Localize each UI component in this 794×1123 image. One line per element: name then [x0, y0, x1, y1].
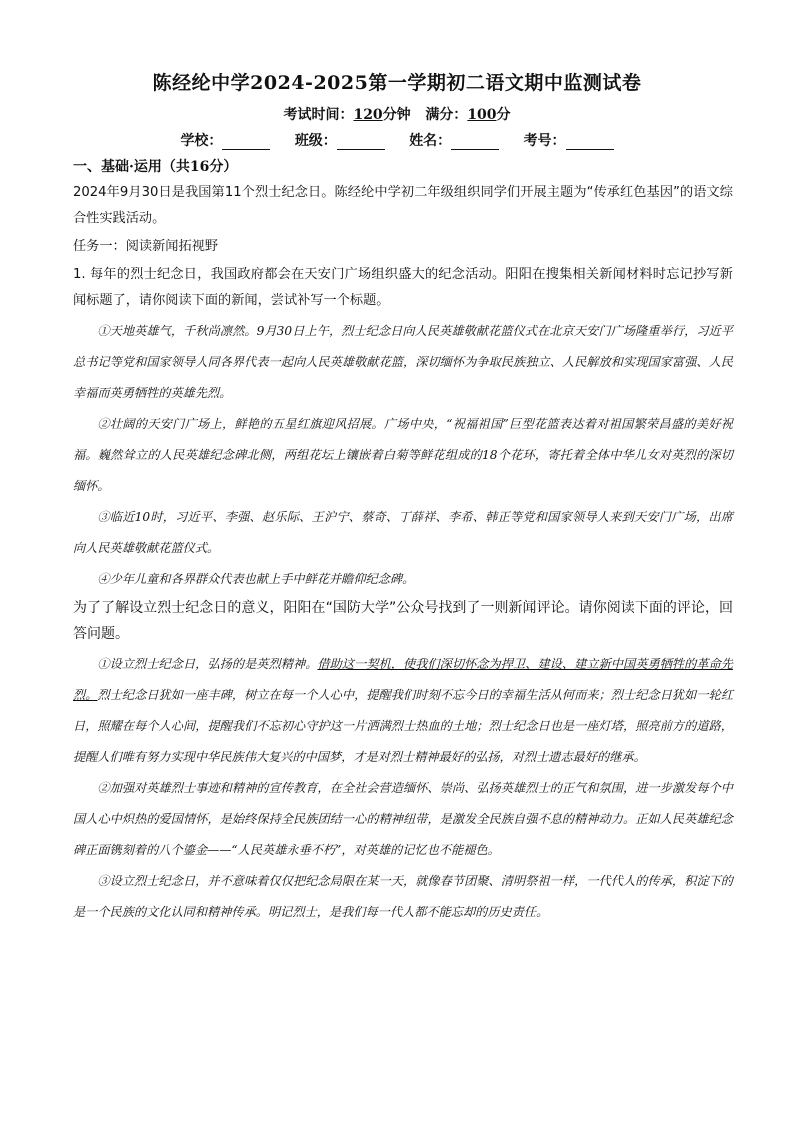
news-passage	[73, 316, 733, 595]
question-1: 1. 每年的烈士纪念日，我国政府都会在天安门广场组织盛大的纪念活动。阳阳在搜集相关新闻材料时忘记抄写新闻标题了，请你阅读下面的新闻，尝试补写一个标题。	[73, 267, 733, 308]
news-paragraph: ④少年儿童和各界群众代表也献上手中鲜花并瞻仰纪念碑。	[97, 572, 415, 586]
section-intro: 2024年9月30日是我国第11个烈士纪念日。陈经纶中学初二年级组织同学们开展主题为“传承红色基因”的语文综合性实践活动。	[73, 185, 733, 226]
number-label: 考号：	[523, 133, 566, 149]
comment-paragraph	[73, 649, 733, 773]
number-blank[interactable]	[566, 149, 614, 150]
exam-content	[73, 152, 733, 928]
name-blank[interactable]	[451, 149, 499, 150]
comment-paragraph	[73, 866, 733, 928]
exam-meta-time-score	[0, 104, 794, 124]
section-heading: 一、基础·运用（共16分）	[73, 159, 238, 175]
comment-paragraph	[73, 773, 733, 866]
time-unit: 分钟	[382, 107, 411, 123]
comment-text: 烈士纪念日犹如一座丰碑，树立在每一个人心中，提醒我们时刻不忘今日的幸福生活从何而来；烈士纪念日犹如一轮红日，照耀在每个人心间，提醒我们不忘初心守护这一片洒满烈士热血的土地；烈士纪念日也是一座灯塔，照亮前方的道路，提醒人们唯有努力实现中华民族伟大复兴的中国梦，才是对烈士精神最好的弘扬，对烈士遗志最好的继承。	[73, 688, 734, 764]
question-2-intro: 为了了解设立烈士纪念日的意义，阳阳在“国防大学”公众号找到了一则新闻评论。请你阅读下面的评论，回答问题。	[73, 600, 733, 642]
name-label: 姓名：	[409, 133, 452, 149]
score-label: 满分：	[425, 107, 468, 123]
task-heading: 任务一：阅读新闻拓视野	[73, 239, 219, 254]
school-label: 学校：	[180, 133, 223, 149]
class-label: 班级：	[294, 133, 337, 149]
time-value: 120	[353, 107, 383, 123]
news-paragraph: ③临近10时，习近平、李强、赵乐际、王沪宁、蔡奇、丁薛祥、李希、韩正等党和国家领导人来到天安门广场，出席向人民英雄敬献花篮仪式。	[73, 510, 733, 555]
time-label: 考试时间：	[283, 107, 354, 123]
comment-underlined-sentence: 借助这一契机，使我们深切怀念为捍卫、建设、建立新中国英勇牺牲的革命先烈。	[73, 657, 733, 702]
score-unit: 分	[496, 107, 511, 123]
comment-text: ②加强对英雄烈士事迹和精神的宣传教育，在全社会营造缅怀、崇尚、弘扬英雄烈士的正气和氛围，进一步激发每个中国人心中炽热的爱国情怀，是始终保持全民族团结一心的精神纽带，是激发全民族自强不息的精神动力。正如人民英雄纪念碑正面镌刻着的八个鎏金——“人民英雄永垂不朽”，对英雄的记忆也不能褪色。	[73, 781, 733, 857]
comment-passage	[73, 649, 733, 928]
comment-text: ③设立烈士纪念日，并不意味着仅仅把纪念局限在某一天，就像春节团聚、清明祭祖一样，一代代人的传承，积淀下的是一个民族的文化认同和精神传承。明记烈士，是我们每一代人都不能忘却的历史责任。	[73, 874, 733, 919]
exam-meta-student-info	[0, 130, 794, 150]
news-paragraph: ①天地英雄气，千秋尚凛然。9月30日上午，烈士纪念日向人民英雄敬献花篮仪式在北京天安门广场隆重举行，习近平总书记等党和国家领导人同各界代表一起向人民英雄敬献花篮，深切缅怀为争取民族独立、人民解放和实现国家富强、人民幸福而英勇牺牲的英雄先烈。	[73, 324, 733, 400]
news-paragraph: ②壮阔的天安门广场上，鲜艳的五星红旗迎风招展。广场中央，“祝福祖国”巨型花篮表达着对祖国繁荣昌盛的美好祝福。巍然耸立的人民英雄纪念碑北侧，两组花坛上镶嵌着白菊等鲜花组成的18个花环，寄托着全体中华儿女对英烈的深切缅怀。	[73, 417, 733, 493]
score-value: 100	[467, 107, 497, 123]
school-blank[interactable]	[222, 149, 270, 150]
exam-title: 陈经纶中学2024-2025第一学期初二语文期中监测试卷	[152, 72, 642, 94]
comment-text: ①设立烈士纪念日，弘扬的是英烈精神。	[97, 657, 318, 671]
class-blank[interactable]	[337, 149, 385, 150]
